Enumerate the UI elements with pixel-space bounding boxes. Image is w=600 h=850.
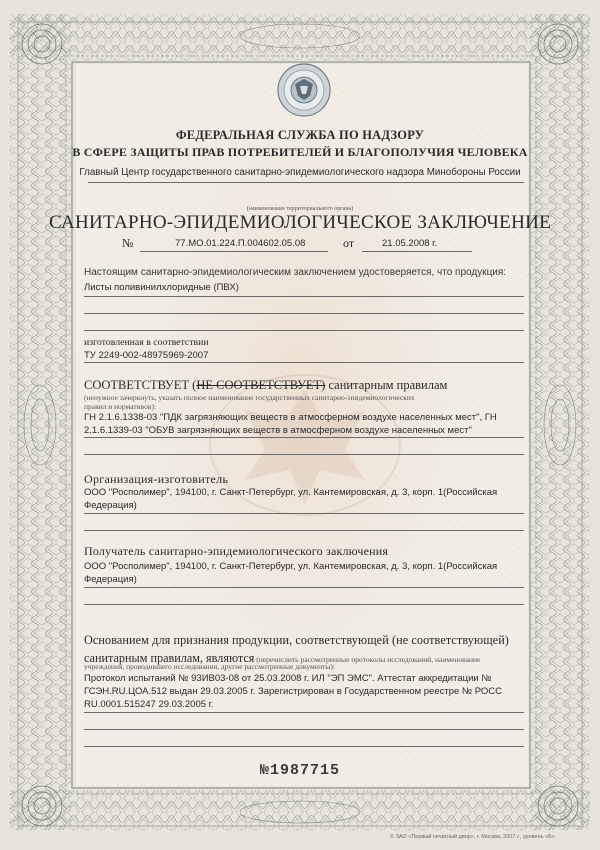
serial-number: №1987715	[259, 762, 340, 779]
agency-line-2: В СФЕРЕ ЗАЩИТЫ ПРАВ ПОТРЕБИТЕЛЕЙ И БЛАГОПОЛУЧИЯ ЧЕЛОВЕКА	[72, 145, 528, 159]
not-corresponds-text: НЕ СООТВЕТСТВУЕТ)	[196, 378, 326, 392]
certificate-date: 21.05.2008 г.	[382, 238, 438, 249]
basis-note-3: учреждения, проводившего исследования, другие рассмотренные документы):	[84, 662, 335, 671]
manufactured-label: изготовленная в соответствии	[84, 337, 209, 348]
certificate-number: 77.МО.01.224.П.004602.05.08	[175, 238, 306, 249]
spec-number: ТУ 2249-002-48975969-2007	[84, 350, 209, 361]
product-underline-1	[84, 296, 524, 297]
corresponds-text: СООТВЕТСТВУЕТ (	[84, 378, 197, 392]
date-underline	[362, 251, 472, 252]
recipient-label: Получатель санитарно-эпидемиологического заключения	[84, 544, 389, 558]
basis-underline-2	[84, 729, 524, 730]
recipient-text-2: Федерация)	[84, 574, 137, 585]
agency-line-1: ФЕДЕРАЛЬНАЯ СЛУЖБА ПО НАДЗОРУ	[175, 128, 425, 142]
compliance-underline-1	[84, 437, 524, 438]
basis-line-1: Основанием для признания продукции, соответствующей (не соответствующей)	[84, 633, 509, 647]
center-name: Главный Центр государственного санитарно-эпидемиологического надзора Минобороны России	[79, 167, 521, 178]
number-underline	[140, 251, 328, 252]
compliance-text-2: 2.1.6.1339-03 "ОБУВ загрязняющих веществ в атмосферном воздухе населенных мест"	[84, 425, 472, 436]
compliance-note-2: правил и нормативов):	[84, 402, 157, 411]
manufacturer-text-2: Федерация)	[84, 500, 137, 511]
seal-emblem-icon	[276, 62, 332, 118]
recipient-text-1: ООО "Росполимер", 194100, г. Санкт-Петербург, ул. Кантемировская, д. 3, корп. 1(Российская	[84, 561, 498, 572]
manufacturer-underline-1	[84, 513, 524, 514]
manufacturer-text-1: ООО "Росполимер", 194100, г. Санкт-Петербург, ул. Кантемировская, д. 3, корп. 1(Российская	[84, 487, 498, 498]
compliance-note-1: (ненужное зачеркнуть, указать полное наименование государственных санитарно-эпидемиологических	[84, 393, 415, 402]
manufacturer-underline-2	[84, 530, 524, 531]
center-caption: (наименование территориального органа)	[246, 206, 354, 212]
basis-line-2-note: (перечислить рассмотренные протоколы исследований, наименование	[254, 655, 481, 664]
product-name: Листы поливинилхлоридные (ПВХ)	[84, 282, 239, 293]
basis-text-3: RU.0001.515247 29.03.2005 г.	[84, 699, 214, 710]
printer-footer: © ЗАО «Первый печатный двор», г. Москва, 2007 г., уровень «Б»	[390, 834, 555, 840]
compliance-line	[84, 378, 447, 393]
basis-underline-3	[84, 746, 524, 747]
basis-underline-1	[84, 712, 524, 713]
product-statement: Настоящим санитарно-эпидемиологическим заключением удостоверяется, что продукция:	[84, 267, 507, 278]
from-label: от	[343, 236, 355, 250]
basis-text-1: Протокол испытаний № 93ИВ03-08 от 25.03.2008 г. ИЛ "ЭП ЭМС". Аттестат аккредитации №	[84, 673, 492, 684]
spec-underline	[84, 362, 524, 363]
product-underline-2	[84, 313, 524, 314]
number-prefix: №	[122, 236, 134, 250]
recipient-underline-2	[84, 604, 524, 605]
manufacturer-label: Организация-изготовитель	[84, 472, 229, 486]
compliance-underline-2	[84, 454, 524, 455]
compliance-text-1: ГН 2.1.6.1338-03 "ПДК загрязняющих веществ в атмосферном воздухе населенных мест", ГН	[84, 412, 497, 423]
basis-text-2: ГСЭН.RU.ЦОА.512 выдан 29.03.2005 г. Зарегистрирован в Государственном реестре № РОСС	[84, 686, 502, 697]
product-underline-3	[84, 330, 524, 331]
document-title: САНИТАРНО-ЭПИДЕМИОЛОГИЧЕСКОЕ ЗАКЛЮЧЕНИЕ	[48, 212, 552, 233]
recipient-underline-1	[84, 587, 524, 588]
center-name-underline	[88, 182, 524, 183]
basis-line-2-main: санитарным правилам, являются	[84, 651, 255, 665]
rules-text: санитарным правилам	[325, 378, 448, 392]
